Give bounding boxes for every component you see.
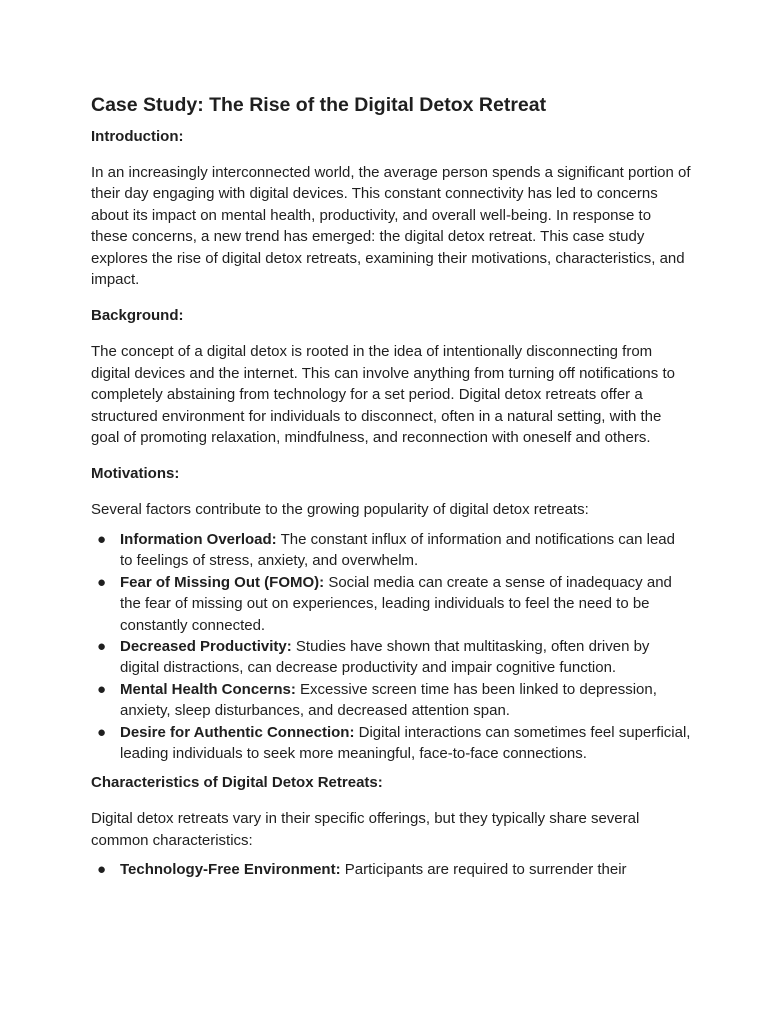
list-item-term: Technology-Free Environment: <box>120 861 341 879</box>
list-item <box>91 679 691 722</box>
list-item-term: Mental Health Concerns: <box>120 680 296 698</box>
bullet-icon: ● <box>97 530 107 548</box>
bullet-icon: ● <box>97 637 107 655</box>
characteristics-heading: Characteristics of Digital Detox Retreats: <box>91 774 383 792</box>
list-item-text: Studies have shown that multitasking, often driven by digital distractions, can decrease productivity and impair cognitive function. <box>120 637 650 677</box>
list-item-term: Desire for Authentic Connection: <box>120 723 355 741</box>
list-item-text: Participants are required to surrender their <box>340 861 627 879</box>
list-item-term: Fear of Missing Out (FOMO): <box>120 573 325 591</box>
list-item <box>91 529 691 572</box>
list-item <box>91 722 691 765</box>
motivations-intro: Several factors contribute to the growing popularity of digital detox retreats: <box>91 501 589 519</box>
list-item <box>91 859 691 880</box>
list-item-text: Excessive screen time has been linked to depression, anxiety, sleep disturbances, and decreased attention span. <box>120 680 657 720</box>
list-item <box>91 572 691 636</box>
list-item <box>91 636 691 679</box>
characteristics-list <box>91 859 691 880</box>
bullet-icon: ● <box>97 723 107 741</box>
background-heading: Background: <box>91 307 184 325</box>
bullet-icon: ● <box>97 680 107 698</box>
list-item-term: Decreased Productivity: <box>120 637 292 655</box>
background-paragraph: The concept of a digital detox is rooted in the idea of intentionally disconnecting from digital devices and the internet. This can involve anything from turning off notifications to completely abstaining from technology for a set period. Digital detox retreats offer a structured environment for individuals to disconnect, often in a natural setting, with the goal of promoting relaxation, mindfulness, and reconnection with oneself and others. <box>91 343 675 447</box>
list-item-text: Digital interactions can sometimes feel superficial, leading individuals to seek more meaningful, face-to-face connections. <box>120 723 691 762</box>
introduction-paragraph: In an increasingly interconnected world, the average person spends a significant portion of their day engaging with digital devices. This constant connectivity has led to concerns about its impact on mental health, productivity, and overall well-being. In response to these concerns, a new trend has emerged: the digital detox retreat. This case study explores the rise of digital detox retreats, examining their motivations, characteristics, and impact. <box>91 164 691 289</box>
list-item-term: Information Overload: <box>120 530 277 548</box>
motivations-heading: Motivations: <box>91 465 180 483</box>
bullet-icon: ● <box>97 861 107 879</box>
list-item-text: The constant influx of information and notifications can lead to feelings of stress, anxiety, and overwhelm. <box>120 530 675 570</box>
bullet-icon: ● <box>97 573 107 591</box>
motivations-list <box>91 529 691 764</box>
document-page <box>91 92 691 896</box>
list-item-text: Social media can create a sense of inadequacy and the fear of missing out on experiences, leading individuals to feel the need to be constantly connected. <box>120 573 672 634</box>
characteristics-intro: Digital detox retreats vary in their specific offerings, but they typically share several common characteristics: <box>91 810 640 849</box>
document-title: Case Study: The Rise of the Digital Detox Retreat <box>91 94 547 116</box>
introduction-heading: Introduction: <box>91 128 184 145</box>
